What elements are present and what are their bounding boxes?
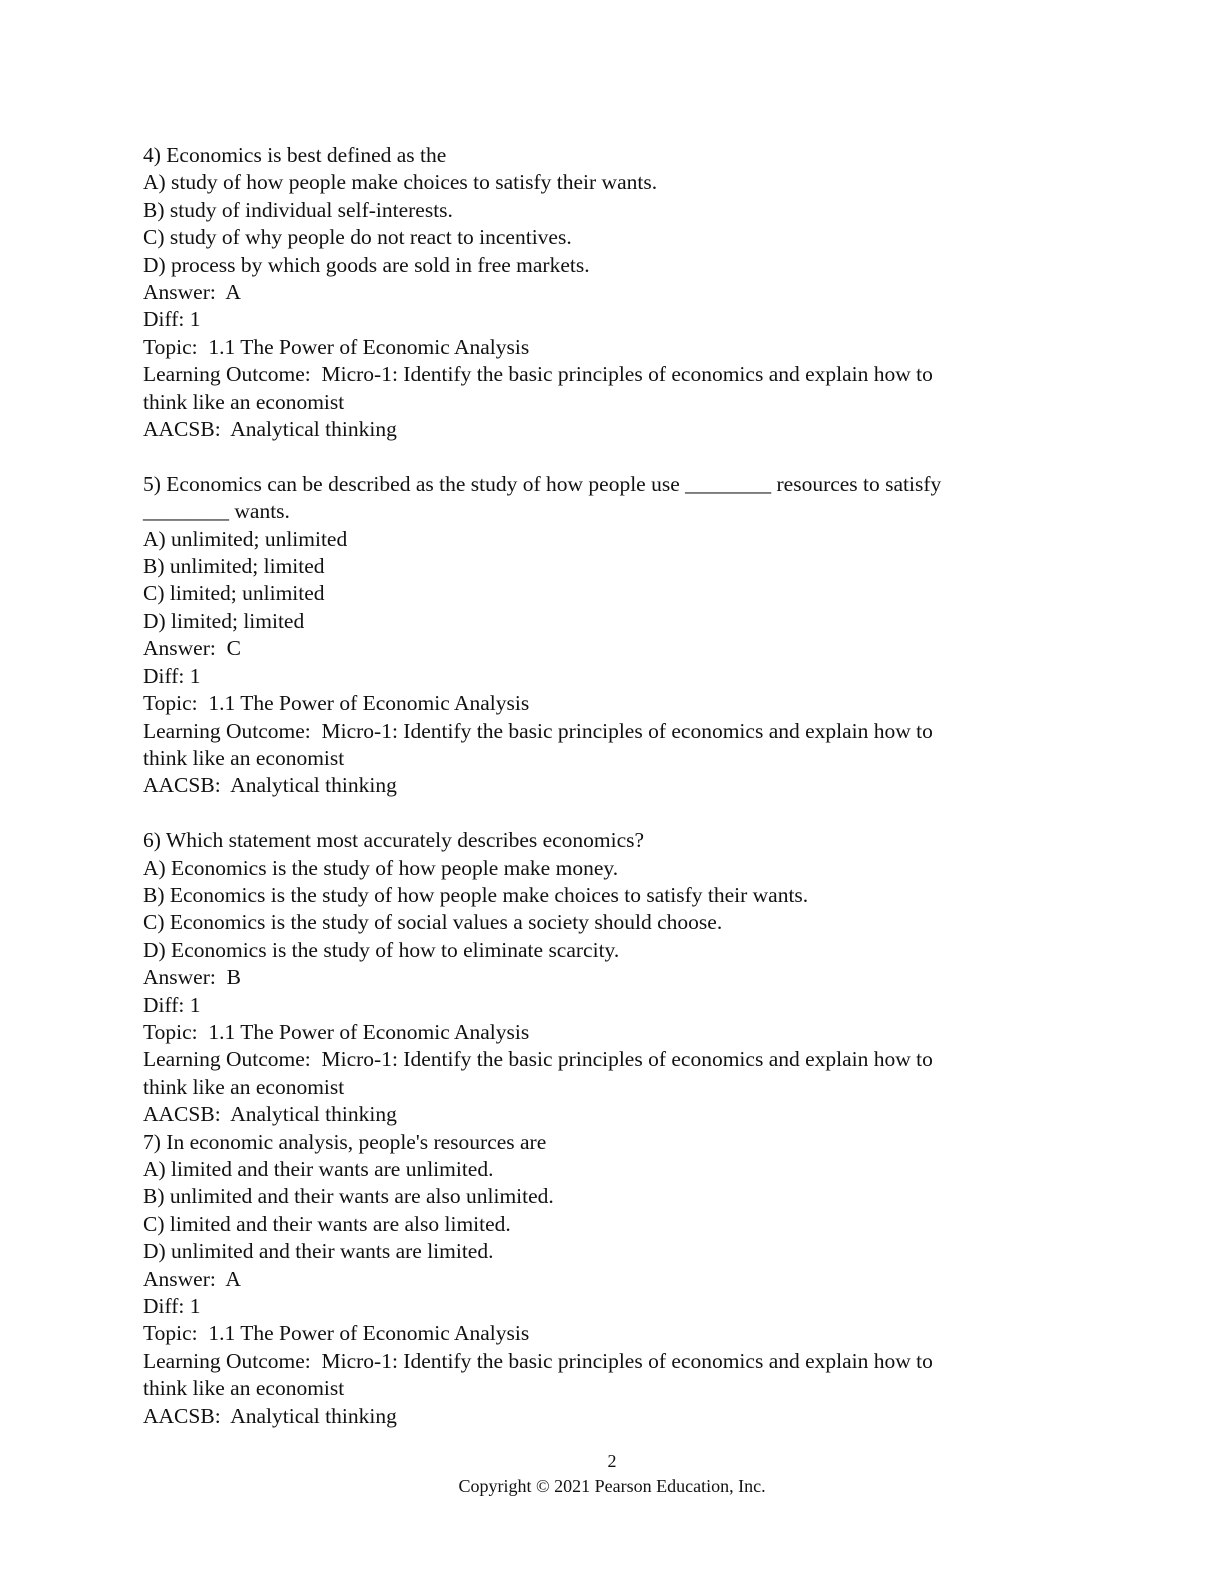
difficulty: Diff: 1	[143, 307, 201, 332]
topic: Topic: 1.1 The Power of Economic Analysis	[143, 1019, 530, 1044]
option-c: C) study of why people do not react to incentives.	[143, 225, 572, 250]
aacsb: AACSB: Analytical thinking	[143, 1102, 397, 1127]
option-b: B) unlimited and their wants are also unlimited.	[143, 1184, 554, 1209]
option-a: A) Economics is the study of how people make money.	[143, 855, 619, 880]
option-a: A) study of how people make choices to satisfy their wants.	[143, 170, 658, 195]
copyright-notice: Copyright © 2021 Pearson Education, Inc.	[458, 1476, 766, 1496]
difficulty: Diff: 1	[143, 992, 201, 1017]
learning-outcome-continued: think like an economist	[143, 1074, 345, 1099]
topic: Topic: 1.1 The Power of Economic Analysis	[143, 1321, 530, 1346]
answer: Answer: B	[143, 965, 241, 990]
question-stem: 6) Which statement most accurately describes economics?	[143, 828, 645, 853]
learning-outcome-continued: think like an economist	[143, 1376, 345, 1401]
learning-outcome-continued: think like an economist	[143, 389, 345, 414]
answer: Answer: C	[143, 636, 241, 661]
answer: Answer: A	[143, 280, 241, 305]
difficulty: Diff: 1	[143, 1294, 201, 1319]
aacsb: AACSB: Analytical thinking	[143, 417, 397, 442]
option-c: C) limited; unlimited	[143, 581, 325, 606]
option-b: B) Economics is the study of how people make choices to satisfy their wants.	[143, 882, 809, 907]
question-stem: 5) Economics can be described as the study of how people use ________ resources to satisfy	[143, 471, 942, 496]
topic: Topic: 1.1 The Power of Economic Analysis	[143, 334, 530, 359]
option-d: D) limited; limited	[143, 608, 305, 633]
question-5	[143, 471, 1043, 800]
option-b: B) study of individual self-interests.	[143, 197, 453, 222]
option-d: D) unlimited and their wants are limited.	[143, 1239, 494, 1264]
answer: Answer: A	[143, 1266, 241, 1291]
learning-outcome: Learning Outcome: Micro-1: Identify the basic principles of economics and explain how to	[143, 1348, 933, 1373]
difficulty: Diff: 1	[143, 663, 201, 688]
option-a: A) unlimited; unlimited	[143, 526, 348, 551]
aacsb: AACSB: Analytical thinking	[143, 1403, 397, 1428]
option-c: C) limited and their wants are also limited.	[143, 1211, 511, 1236]
question-7	[143, 1129, 1043, 1430]
question-4	[143, 142, 1043, 443]
option-c: C) Economics is the study of social values a society should choose.	[143, 910, 723, 935]
learning-outcome: Learning Outcome: Micro-1: Identify the basic principles of economics and explain how to	[143, 1047, 933, 1072]
option-d: D) process by which goods are sold in free markets.	[143, 252, 590, 277]
option-b: B) unlimited; limited	[143, 554, 325, 579]
question-stem: 7) In economic analysis, people's resources are	[143, 1129, 547, 1154]
question-stem-continued: ________ wants.	[143, 499, 290, 524]
option-a: A) limited and their wants are unlimited.	[143, 1157, 494, 1181]
learning-outcome: Learning Outcome: Micro-1: Identify the basic principles of economics and explain how to	[143, 362, 933, 387]
page-number: 2	[607, 1451, 617, 1471]
question-6	[143, 827, 1043, 1128]
page-content	[143, 142, 1043, 1430]
question-stem: 4) Economics is best defined as the	[143, 143, 447, 167]
aacsb: AACSB: Analytical thinking	[143, 773, 397, 798]
option-d: D) Economics is the study of how to eliminate scarcity.	[143, 937, 620, 962]
learning-outcome-continued: think like an economist	[143, 745, 345, 770]
topic: Topic: 1.1 The Power of Economic Analysis	[143, 691, 530, 716]
learning-outcome: Learning Outcome: Micro-1: Identify the basic principles of economics and explain how to	[143, 718, 933, 743]
